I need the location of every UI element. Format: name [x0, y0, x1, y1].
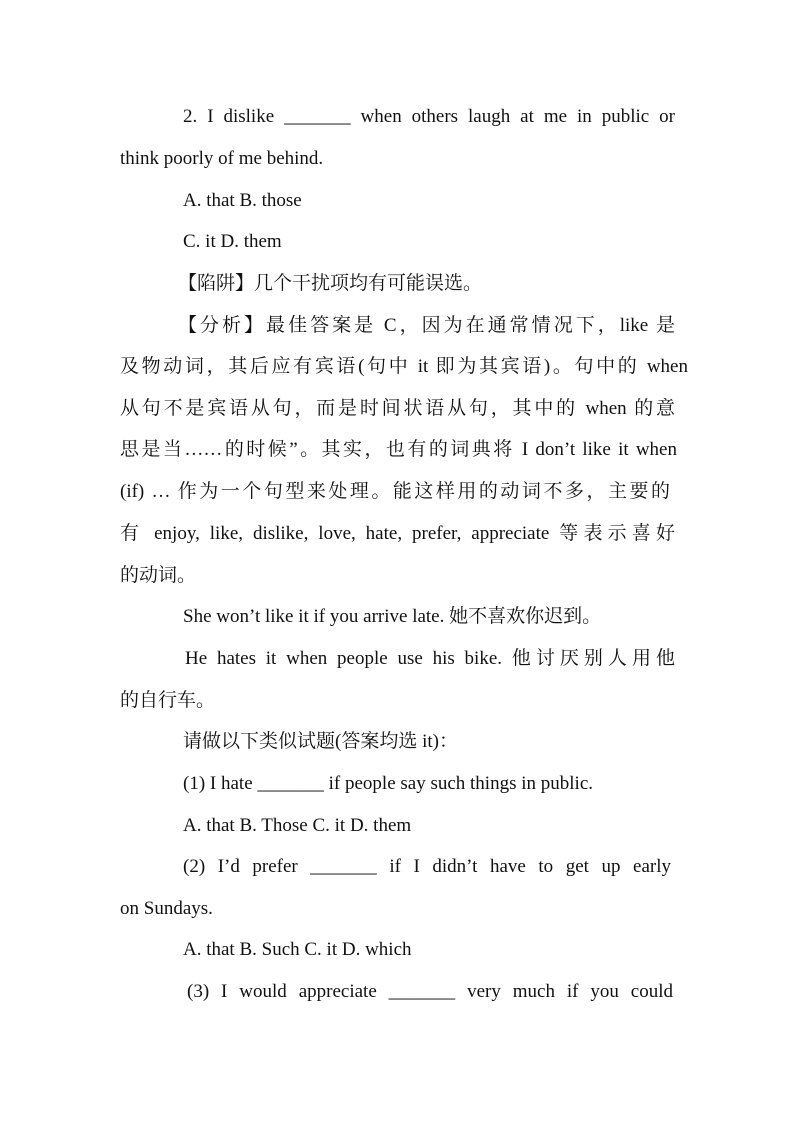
- practice-q2-line-1: (2) I’d prefer _______ if I didn’t have to get up early: [183, 856, 671, 877]
- example-1: She won’t like it if you arrive late. 她不喜欢你迟到。: [183, 606, 602, 627]
- analysis-line-3: 从句不是宾语从句，而是时间状语从句，其中的 when 的意: [120, 398, 675, 419]
- analysis-line-7: 的动词。: [120, 565, 197, 586]
- practice-q1: (1) I hate _______ if people say such things in public.: [183, 773, 594, 794]
- analysis-line-4: 思是当……的时候”。其实，也有的词典将 I don’t like it when: [120, 439, 677, 460]
- practice-q3-line-1: (3) I would appreciate _______ very much if you could: [187, 981, 673, 1002]
- question-2-line-1: 2. I dislike _______ when others laugh at me in public or: [183, 106, 675, 127]
- example-2-line-2: 的自行车。: [120, 690, 216, 711]
- question-2-line-2: think poorly of me behind.: [120, 148, 324, 169]
- question-2-options-cd: C. it D. them: [183, 231, 282, 252]
- analysis-line-2: 及物动词，其后应有宾语(句中 it 即为其宾语)。句中的 when: [120, 356, 688, 377]
- example-2-line-1: He hates it when people use his bike. 他讨厌别人用他: [185, 648, 675, 669]
- trap-note: 【陷阱】几个干扰项均有可能误选。: [178, 273, 483, 294]
- analysis-line-5: (if) … 作为一个句型来处理。能这样用的动词不多，主要的: [120, 481, 670, 502]
- practice-q2-line-2: on Sundays.: [120, 898, 213, 919]
- practice-q2-options: A. that B. Such C. it D. which: [183, 939, 412, 960]
- analysis-line-6: 有 enjoy, like, dislike, love, hate, prefer, appreciate 等表示喜好: [120, 523, 675, 544]
- practice-intro: 请做以下类似试题(答案均选 it)：: [183, 731, 458, 752]
- question-2-options-ab: A. that B. those: [183, 190, 302, 211]
- practice-q1-options: A. that B. Those C. it D. them: [183, 815, 412, 836]
- analysis-line-1: 【分析】最佳答案是 C，因为在通常情况下，like 是: [178, 315, 675, 336]
